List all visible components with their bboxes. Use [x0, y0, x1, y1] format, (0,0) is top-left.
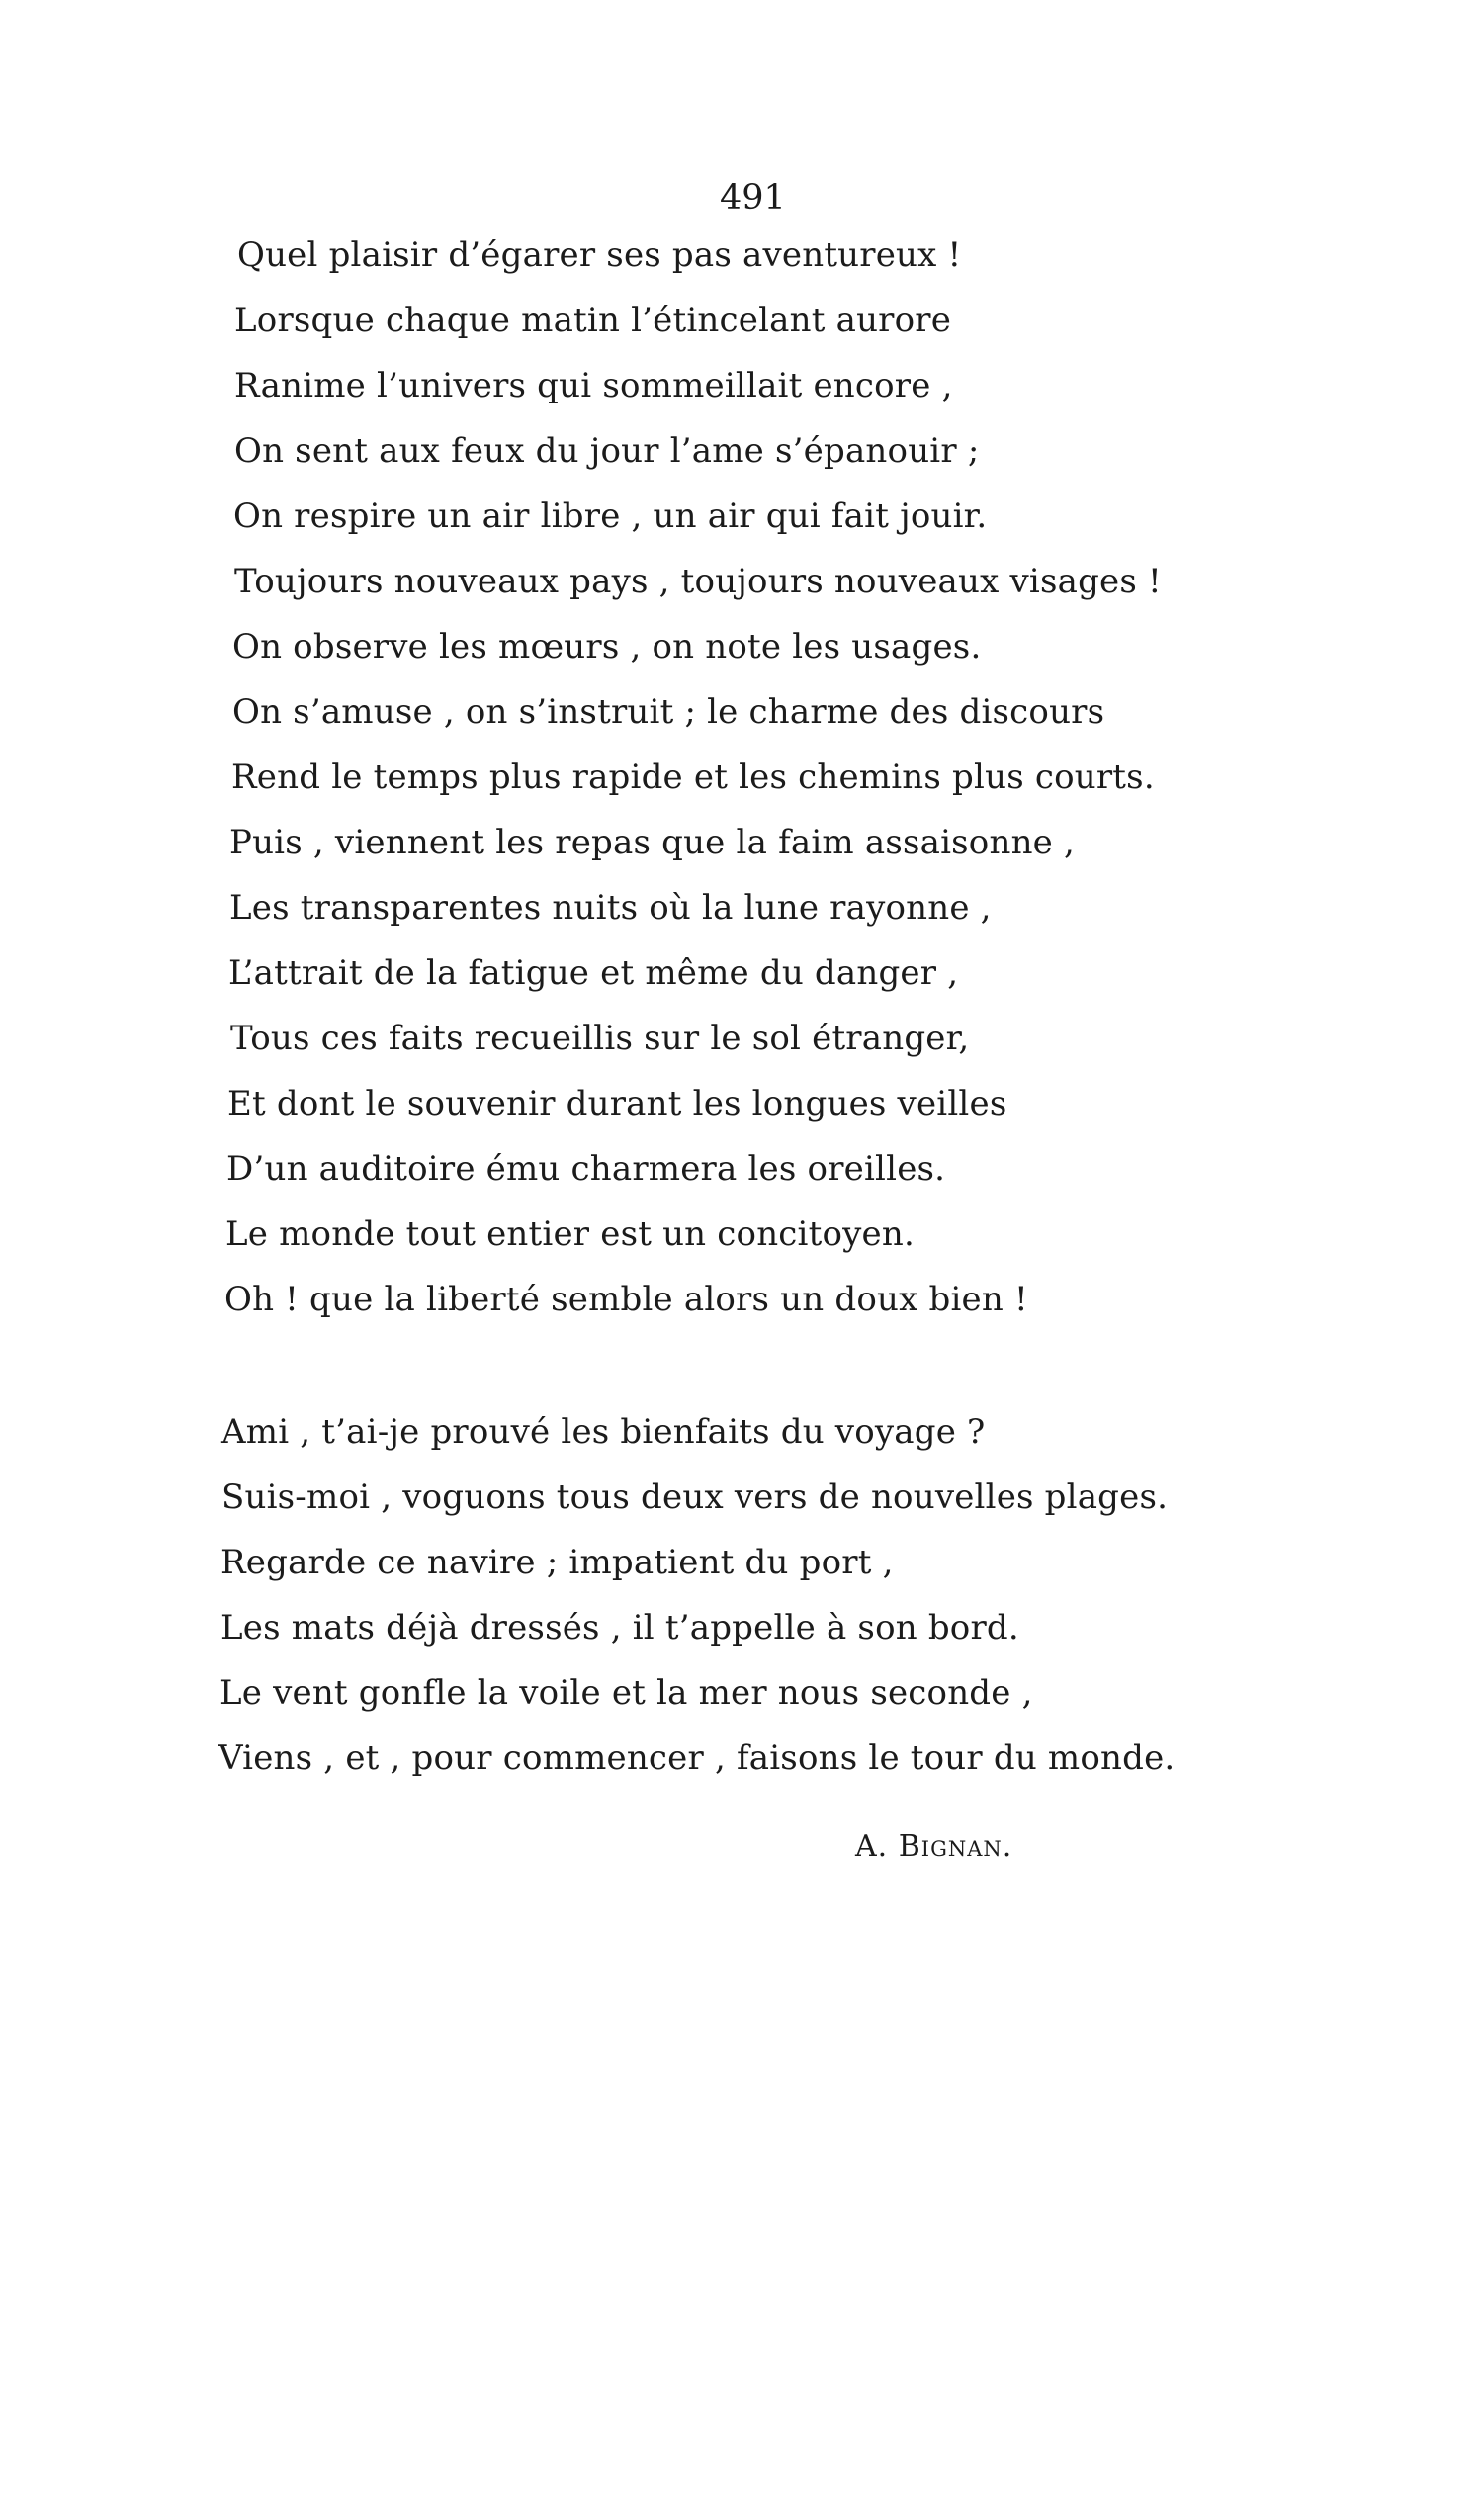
- verse-line: Tous ces faits recueillis sur le sol étranger,: [230, 1019, 970, 1058]
- verse-line: On s’amuse , on s’instruit ; le charme des discours: [232, 692, 1105, 732]
- verse-line: Et dont le souvenir durant les longues veilles: [227, 1084, 1007, 1123]
- verse-line: Oh ! que la liberté semble alors un doux bien !: [224, 1280, 1028, 1319]
- verse-line: Ranime l’univers qui sommeillait encore ,: [234, 366, 953, 405]
- verse-line: Regarde ce navire ; impatient du port ,: [220, 1543, 894, 1582]
- verse-line: Ami , t’ai-je prouvé les bienfaits du voyage ?: [221, 1412, 986, 1452]
- verse-line: Les transparentes nuits où la lune rayonne ,: [229, 888, 992, 928]
- verse-line: Rend le temps plus rapide et les chemins plus courts.: [231, 758, 1155, 797]
- page-number: 491: [720, 178, 786, 218]
- verse-line: Quel plaisir d’égarer ses pas aventureux !: [237, 235, 962, 275]
- verse-line: On observe les mœurs , on note les usages.: [232, 627, 982, 667]
- verse-line: Le vent gonfle la voile et la mer nous seconde ,: [219, 1673, 1033, 1713]
- author-signature: [855, 1828, 1012, 1867]
- author-surname: Bignan.: [898, 1830, 1013, 1864]
- verse-line: L’attrait de la fatigue et même du danger ,: [228, 953, 959, 993]
- verse-line: Lorsque chaque matin l’étincelant aurore: [234, 301, 952, 340]
- verse-line: Puis , viennent les repas que la faim assaisonne ,: [229, 823, 1076, 862]
- verse-line: Le monde tout entier est un concitoyen.: [225, 1214, 915, 1254]
- verse-line: Les mats déjà dressés , il t’appelle à son bord.: [220, 1608, 1019, 1648]
- verse-line: D’un auditoire ému charmera les oreilles.: [226, 1149, 946, 1189]
- verse-line: Viens , et , pour commencer , faisons le tour du monde.: [218, 1739, 1176, 1778]
- verse-line: Toujours nouveaux pays , toujours nouveaux visages !: [234, 562, 1162, 601]
- verse-line: On respire un air libre , un air qui fait jouir.: [233, 496, 988, 536]
- author-initial: A.: [855, 1830, 889, 1864]
- verse-line: On sent aux feux du jour l’ame s’épanouir ;: [234, 431, 980, 471]
- verse-line: Suis-moi , voguons tous deux vers de nouvelles plages.: [221, 1477, 1169, 1517]
